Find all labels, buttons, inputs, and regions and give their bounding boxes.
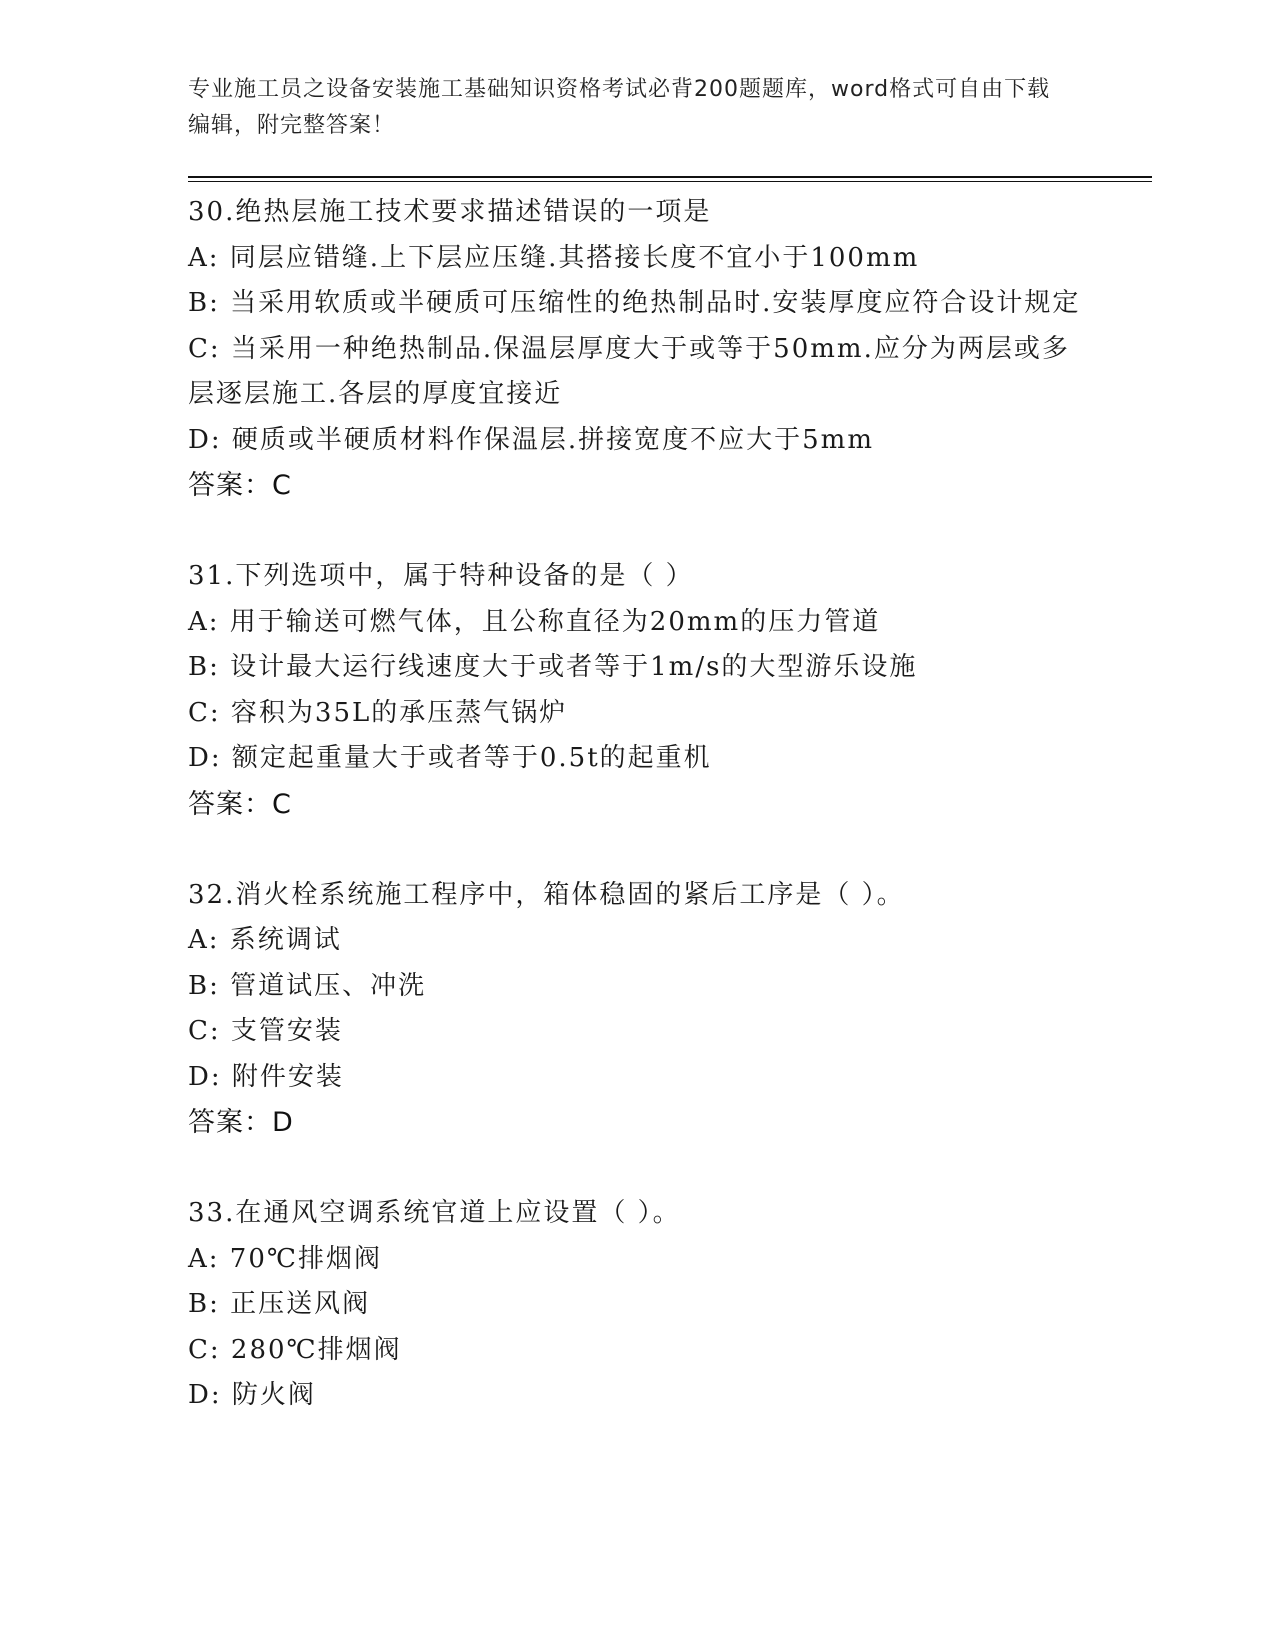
question-spacer [188,1146,1088,1192]
option-c: C: 容积为35L的承压蒸气锅炉 [188,697,568,728]
option-a: A: 系统调试 [188,925,342,955]
option-c: C: 支管安装 [188,1016,343,1046]
option-c: C: 280℃排烟阀 [188,1334,402,1365]
question-list [188,190,1088,1419]
answer: 答案：C [188,470,292,501]
question-stem: 33.在通风空调系统官道上应设置（ ）。 [188,1198,681,1228]
question-stem: 30.绝热层施工技术要求描述错误的一项是 [188,197,712,227]
option-a: A: 用于输送可燃气体，且公称直径为20mm的压力管道 [188,606,881,637]
question-spacer [188,509,1088,555]
option-b: B: 设计最大运行线速度大于或者等于1m/s的大型游乐设施 [188,652,918,682]
question-32 [188,873,1088,1146]
option-b: B: 管道试压、冲洗 [188,970,427,1001]
option-b: B: 当采用软质或半硬质可压缩性的绝热制品时.安装厚度应符合设计规定 [188,288,1081,318]
question-31 [188,554,1088,827]
header-divider-thick [188,176,1152,178]
option-b: B: 正压送风阀 [188,1289,371,1319]
option-d: D: 硬质或半硬质材料作保温层.拼接宽度不应大于5mm [188,424,874,455]
option-a: A: 同层应错缝.上下层应压缝.其搭接长度不宜小于100mm [188,242,920,273]
header-divider-thin [188,181,1152,182]
option-d: D: 附件安装 [188,1061,344,1092]
question-30 [188,190,1088,509]
option-d: D: 防火阀 [188,1380,316,1410]
option-d: D: 额定起重量大于或者等于0.5t的起重机 [188,743,712,773]
answer: 答案：C [188,788,292,820]
answer: 答案：D [188,1107,294,1138]
document-header: 专业施工员之设备安装施工基础知识资格考试必背200题题库，word格式可自由下载编辑，附完整答案！ [188,77,1051,138]
option-c: C: 当采用一种绝热制品.保温层厚度大于或等于50mm.应分为两层或多层逐层施工.各层的厚度宜接近 [188,333,1070,409]
option-a: A: 70℃排烟阀 [188,1243,382,1274]
question-spacer [188,827,1088,873]
question-33 [188,1191,1088,1419]
question-stem: 31.下列选项中，属于特种设备的是（ ） [188,561,694,591]
question-stem: 32.消火栓系统施工程序中，箱体稳固的紧后工序是（ ）。 [188,879,905,910]
